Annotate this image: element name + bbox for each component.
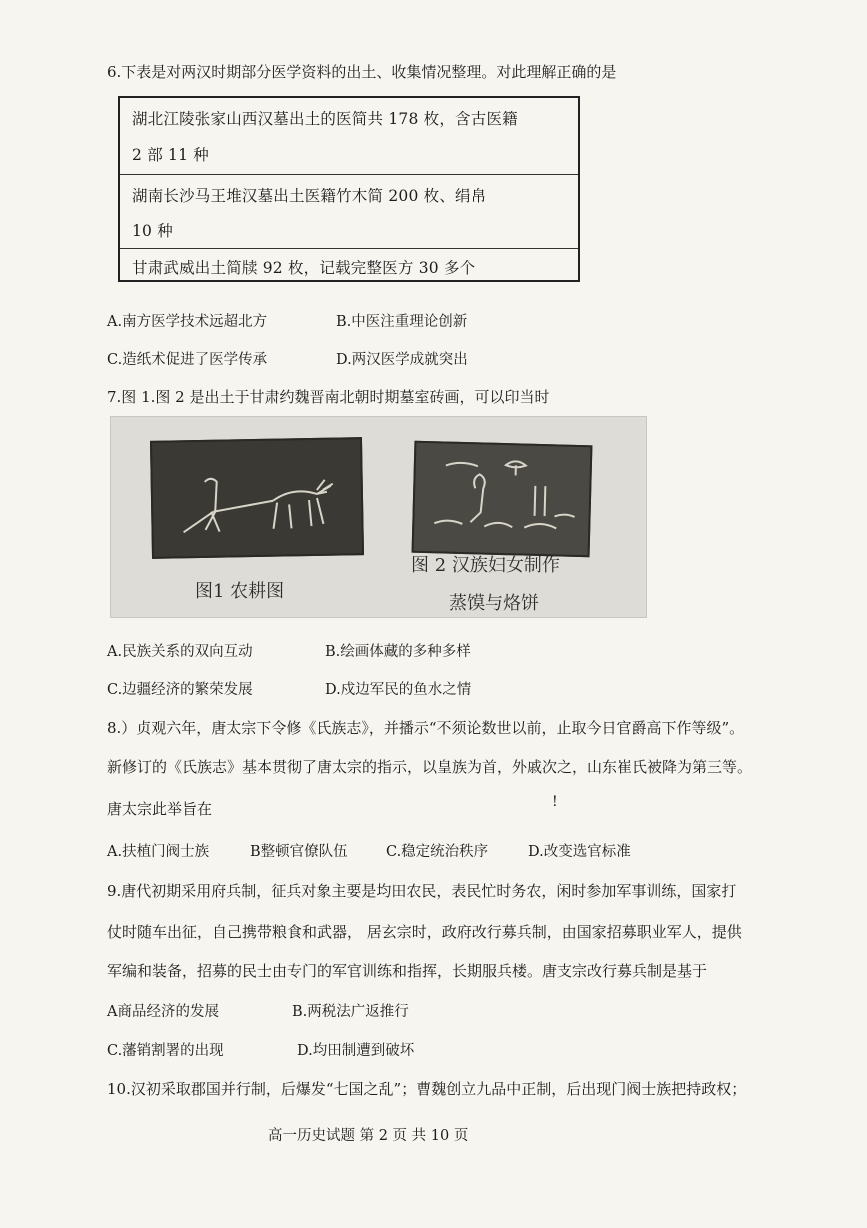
- q8-line1: 8.）贞观六年，唐太宗下令修《氏族志》，并播示“不须论数世以前，止取今日官爵高下作等级”。: [107, 719, 745, 737]
- table-cell-line: 10 种: [132, 222, 173, 240]
- q9-line3: 军编和装备，招募的民士由专门的军官训练和指挥，长期服兵楼。唐支宗改行募兵制是基于: [107, 962, 708, 980]
- women-cooking-drawing: [414, 443, 591, 556]
- q6-table: [118, 96, 580, 282]
- q9-option-a: A商品经济的发展: [107, 1004, 219, 1020]
- farming-brick-painting: [150, 437, 364, 559]
- q6-option-c: C.造纸术促进了医学传承: [107, 352, 268, 368]
- table-cell-line: 2 部 11 种: [132, 146, 209, 164]
- stray-mark: !: [552, 794, 558, 810]
- q7-option-c: C.边疆经济的繁荣发展: [107, 682, 253, 698]
- cooking-brick-painting: [412, 441, 593, 558]
- figure2-caption-line1: 图 2 汉族妇女制作: [411, 555, 560, 576]
- q7-figure-panel: [110, 416, 647, 618]
- table-row: [120, 174, 578, 248]
- table-row: [120, 98, 578, 174]
- table-cell-line: 湖南长沙马王堆汉墓出土医籍竹木简 200 枚、绢帛: [132, 187, 487, 205]
- figure1-caption: 图1 农耕图: [195, 581, 285, 602]
- q6-option-b: B.中医注重理论创新: [336, 314, 468, 330]
- table-cell-line: 湖北江陵张家山西汉墓出土的医简共 178 枚，含古医籍: [132, 110, 518, 128]
- q8-option-c: C.稳定统治秩序: [386, 844, 489, 860]
- q7-option-d: D.戍边军民的鱼水之情: [325, 682, 472, 698]
- page-footer: 高一历史试题 第 2 页 共 10 页: [268, 1128, 469, 1144]
- q8-line3: 唐太宗此举旨在: [107, 800, 213, 818]
- ox-plough-drawing: [152, 439, 362, 557]
- q8-option-d: D.改变选官标准: [528, 844, 631, 860]
- q7-option-a: A.民族关系的双向互动: [107, 644, 253, 660]
- q7-stem: 7.图 1.图 2 是出土于甘肃约魏晋南北朝时期墓室砖画，可以印当时: [107, 388, 550, 406]
- table-row: [120, 248, 578, 282]
- q8-option-b: B整顿官僚队伍: [250, 844, 348, 860]
- q7-option-b: B.绘画体藏的多种多样: [325, 644, 471, 660]
- q8-line2: 新修订的《氏族志》基本贯彻了唐太宗的指示，以皇族为首，外戚次之，山东崔氏被降为第三等。: [107, 758, 753, 776]
- q6-option-d: D.两汉医学成就突出: [336, 352, 468, 368]
- q9-option-d: D.均田制遭到破坏: [297, 1043, 415, 1059]
- figure2-caption-line2: 蒸馍与烙饼: [449, 593, 539, 614]
- q6-stem: 6.下表是对两汉时期部分医学资料的出土、收集情况整理。对此理解正确的是: [107, 63, 617, 81]
- q8-option-a: A.扶植门阀士族: [107, 844, 210, 860]
- q9-option-b: B.两税法广返推行: [292, 1004, 409, 1020]
- q10-line1: 10.汉初采取郡国并行制，后爆发“七国之乱”；曹魏创立九品中正制，后出现门阀士族把持政权；: [107, 1080, 747, 1098]
- q9-line2: 仗时随车出征，自己携带粮食和武器， 居玄宗时，政府改行募兵制，由国家招募职业军人，提供: [107, 923, 742, 941]
- q9-option-c: C.藩销割署的出现: [107, 1043, 224, 1059]
- q6-option-a: A.南方医学技术远超北方: [107, 314, 268, 330]
- table-cell-line: 甘肃武威出土简牍 92 枚，记载完整医方 30 多个: [132, 259, 476, 277]
- q9-line1: 9.唐代初期采用府兵制，征兵对象主要是均田农民，表民忙时务农，闲时参加军事训练，国家打: [107, 882, 737, 900]
